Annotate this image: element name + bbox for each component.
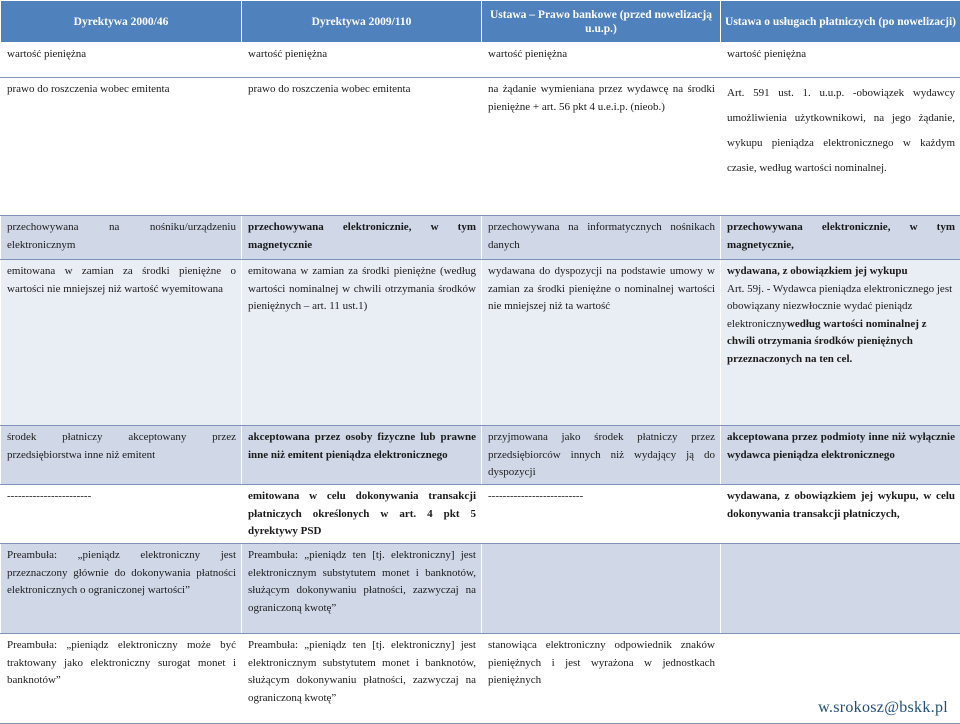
table-cell: wartość pieniężna xyxy=(1,43,242,78)
cell-bold-text: wydawana, z obowiązkiem jej wykupu xyxy=(727,265,908,277)
header-banking-law: Ustawa – Prawo bankowe (przed nowelizacją u.u.p.) xyxy=(482,1,721,43)
table-row xyxy=(1,544,960,634)
header-directive-2009-110: Dyrektywa 2009/110 xyxy=(242,1,482,43)
table-row xyxy=(1,43,960,78)
header-directive-2000-46: Dyrektywa 2000/46 xyxy=(1,1,242,43)
table-cell: wartość pieniężna xyxy=(242,43,482,78)
table-row xyxy=(1,426,960,485)
table-cell: Preambuła: „pieniądz elektroniczny jest przeznaczony głównie do dokonywania płatności elektronicznych o ograniczonej wartości” xyxy=(1,544,242,634)
table-cell: Preambuła: „pieniądz ten [tj. elektroniczny] jest elektronicznym substytutem monet i banknotów, służącym dokonywaniu płatności, zazwyczaj na ograniczoną kwotę” xyxy=(242,634,482,724)
table-cell xyxy=(482,544,721,634)
table-row xyxy=(1,485,960,544)
table-cell: wartość pieniężna xyxy=(721,43,960,78)
cell-bold-text: według wartości nominalnej z chwili otrzymania środków pieniężnych przeznaczonych na ten cel. xyxy=(727,318,927,365)
table-cell xyxy=(721,260,960,426)
author-email-watermark: w.srokosz@bskk.pl xyxy=(818,699,948,717)
table-row xyxy=(1,216,960,260)
table-cell: przyjmowana jako środek płatniczy przez przedsiębiorców innych niż wydający ją do dyspozycji xyxy=(482,426,721,485)
table-cell: emitowana w celu dokonywania transakcji płatniczych określonych w art. 4 pkt 5 dyrektywy PSD xyxy=(242,485,482,544)
table-row xyxy=(1,260,960,426)
header-row xyxy=(1,1,960,43)
table-cell: prawo do roszczenia wobec emitenta xyxy=(1,78,242,216)
table-cell: na żądanie wymieniana przez wydawcę na środki pieniężne + art. 56 pkt 4 u.e.i.p. (nieob.) xyxy=(482,78,721,216)
table-cell: wydawana do dyspozycji na podstawie umowy w zamian za środki pieniężne o nominalnej wartości nie mniejszej niż ta wartość xyxy=(482,260,721,426)
table-cell: Preambuła: „pieniądz ten [tj. elektroniczny] jest elektronicznym substytutem monet i banknotów, służącym dokonywaniu płatności, zazwyczaj na ograniczoną kwotę” xyxy=(242,544,482,634)
cell-text: Art. 59j. - Wydawca pieniądza elektronicznego jest obowiązany niezwłocznie wydać pieniądz elektroniczny xyxy=(727,283,952,330)
table-cell: przechowywana elektronicznie, w tym magnetycznie xyxy=(242,216,482,260)
table-cell: Preambuła: „pieniądz elektroniczny może być traktowany jako elektroniczny surogat monet i banknotów” xyxy=(1,634,242,724)
table-cell: środek płatniczy akceptowany przez przedsiębiorstwa inne niż emitent xyxy=(1,426,242,485)
table-cell: akceptowana przez osoby fizyczne lub prawne inne niż emitent pieniądza elektronicznego xyxy=(242,426,482,485)
table-cell: przechowywana na nośniku/urządzeniu elektronicznym xyxy=(1,216,242,260)
table-cell: przechowywana elektronicznie, w tym magnetycznie, xyxy=(721,216,960,260)
header-payment-services-act: Ustawa o usługach płatniczych (po nowelizacji) xyxy=(721,1,960,43)
table-cell: przechowywana na informatycznych nośnikach danych xyxy=(482,216,721,260)
table-row xyxy=(1,634,960,724)
table-cell: akceptowana przez podmioty inne niż wyłącznie wydawca pieniądza elektronicznego xyxy=(721,426,960,485)
table-cell: wartość pieniężna xyxy=(482,43,721,78)
table-row xyxy=(1,78,960,216)
table-cell xyxy=(721,544,960,634)
table-cell: -------------------------- xyxy=(482,485,721,544)
table-cell: emitowana w zamian za środki pieniężne (według wartości nominalnej w chwili otrzymania środków pieniężnych – art. 11 ust.1) xyxy=(242,260,482,426)
table-cell: prawo do roszczenia wobec emitenta xyxy=(242,78,482,216)
table-cell: Art. 591 ust. 1. u.u.p. -obowiązek wydawcy umożliwienia użytkownikowi, na jego żądanie, wykupu pieniądza elektronicznego w każdym czasie, według wartości nominalnej. xyxy=(721,78,960,216)
table-cell: ----------------------- xyxy=(1,485,242,544)
table-cell: emitowana w zamian za środki pieniężne o wartości nie mniejszej niż wartość wyemitowana xyxy=(1,260,242,426)
table-cell: wydawana, z obowiązkiem jej wykupu, w celu dokonywania transakcji płatniczych, xyxy=(721,485,960,544)
table-cell: stanowiąca elektroniczny odpowiednik znaków pieniężnych i jest wyrażona w jednostkach pieniężnych xyxy=(482,634,721,724)
